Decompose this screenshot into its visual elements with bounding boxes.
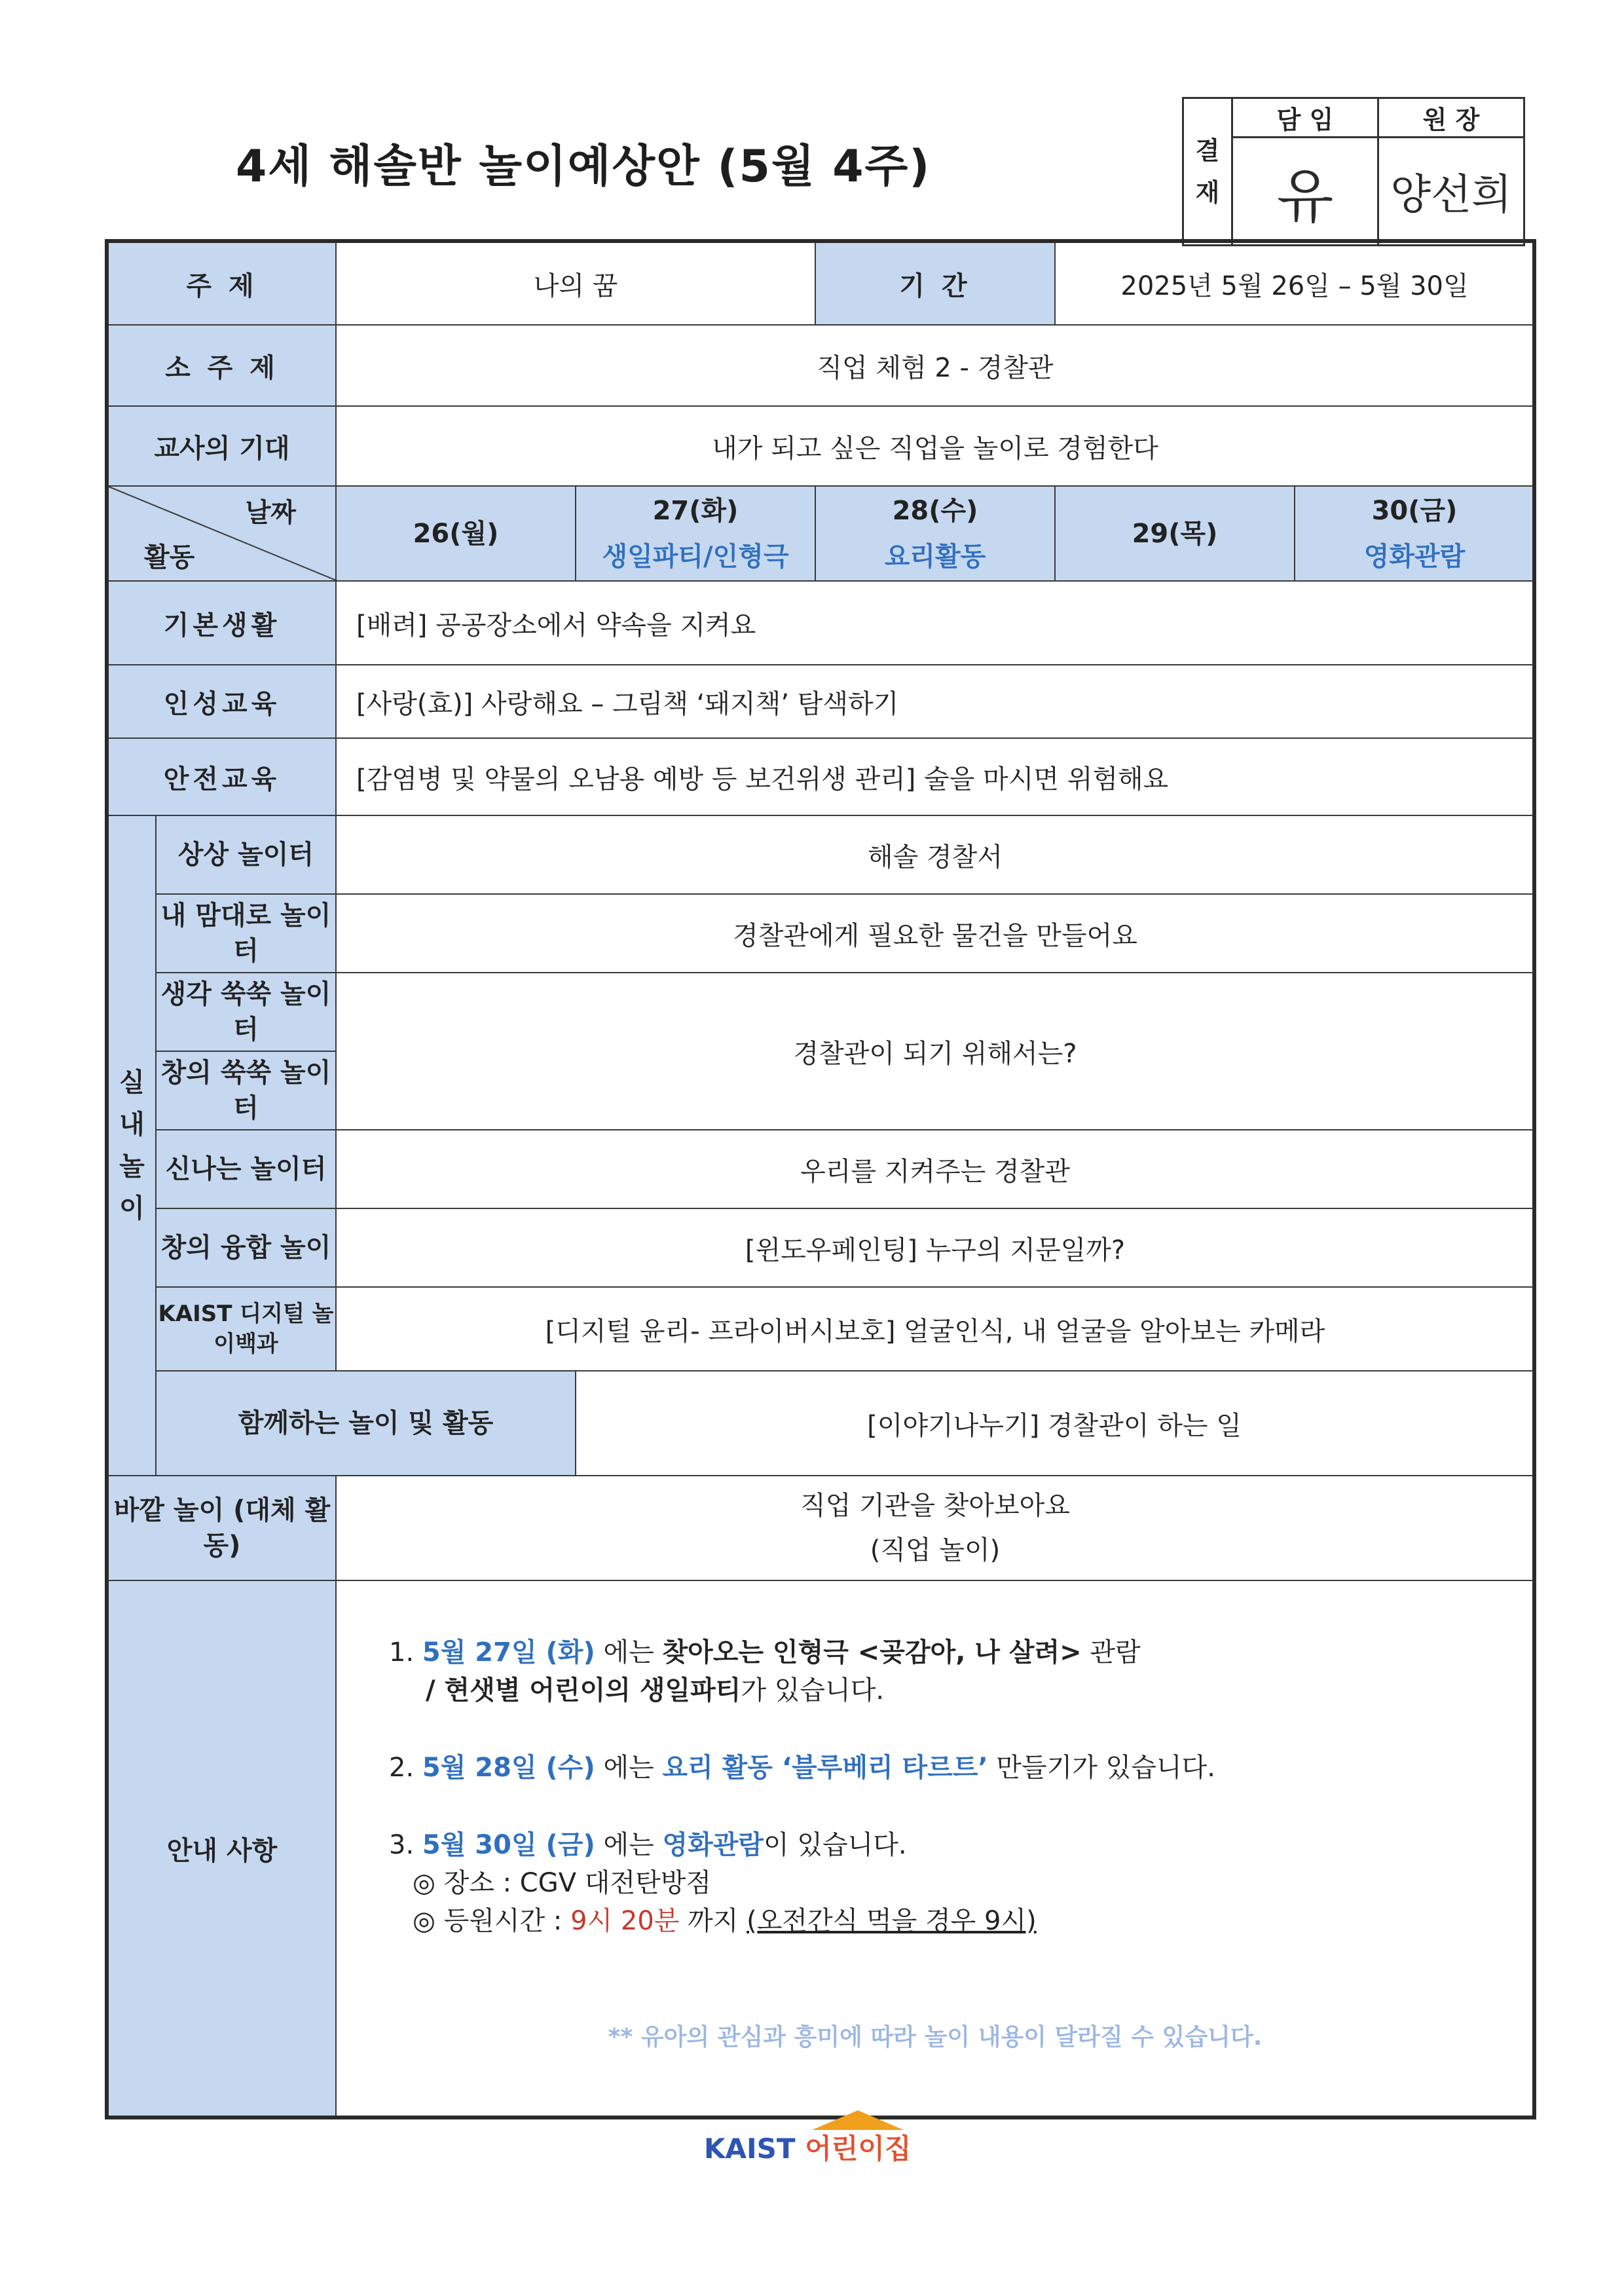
notice-text: 만들기가 있습니다. bbox=[987, 1753, 1215, 1783]
expectation-label: 교사의 기대 bbox=[107, 406, 336, 486]
indoor-label-cell bbox=[107, 815, 156, 1476]
notice-text: 관람 bbox=[1081, 1637, 1141, 1668]
free-play-label: 내 맘대로 놀이터 bbox=[156, 894, 336, 973]
teacher-signature: 유 bbox=[1232, 138, 1378, 246]
notice-item-1-line2 bbox=[389, 1671, 1534, 1709]
notice-time-note: (오전간식 먹을 경우 9시) bbox=[747, 1906, 1037, 1936]
outdoor-value-sub: (직업 놀이) bbox=[870, 1535, 1001, 1565]
subtopic-value: 직업 체험 2 - 경찰관 bbox=[336, 325, 1534, 406]
notice-text: ◎ 등원시간 : bbox=[413, 1906, 571, 1936]
approval-box bbox=[1182, 97, 1525, 246]
logo-text-daycare: 어린이집 bbox=[805, 2133, 912, 2165]
free-play-value: 경찰관에게 필요한 물건을 만들어요 bbox=[336, 894, 1534, 973]
thinking-creative-value: 경찰관이 되기 위해서는? bbox=[336, 973, 1534, 1130]
character-ed-value: [사랑(효)] 사랑해요 – 그림책 ‘돼지책’ 탐색하기 bbox=[336, 665, 1534, 738]
logo-text-kaist: KAIST bbox=[704, 2133, 796, 2165]
imagination-label: 상상 놀이터 bbox=[156, 815, 336, 894]
topic-label: 주 제 bbox=[107, 241, 336, 325]
thinking-label: 생각 쑥쑥 놀이터 bbox=[156, 973, 336, 1051]
notice-text: 에는 bbox=[595, 1637, 663, 1668]
fusion-value: [윈도우페인팅] 누구의 지문일까? bbox=[336, 1208, 1534, 1287]
notice-place: ◎ 장소 : CGV 대전탄방점 bbox=[413, 1868, 712, 1898]
notice-highlight: 영화관람 bbox=[662, 1830, 764, 1860]
expectation-value: 내가 되고 싶은 직업을 놀이로 경험한다 bbox=[336, 406, 1534, 486]
notice-highlight: 요리 활동 ‘블루베리 타르트’ bbox=[662, 1753, 988, 1783]
day-label: 29(목) bbox=[1132, 518, 1218, 549]
notice-text: 에는 bbox=[595, 1753, 663, 1783]
notice-text: 이 있습니다. bbox=[764, 1830, 907, 1860]
fusion-label: 창의 융합 놀이 bbox=[156, 1208, 336, 1287]
day-label: 26(월) bbox=[413, 518, 499, 549]
notice-text: 에는 bbox=[595, 1830, 663, 1860]
notice-label: 안내 사항 bbox=[107, 1580, 336, 2118]
basic-life-label: 기본생활 bbox=[107, 581, 336, 665]
day-event: 요리활동 bbox=[884, 541, 986, 572]
together-label: 함께하는 놀이 및 활동 bbox=[156, 1371, 576, 1476]
activity-label: 활동 bbox=[144, 542, 195, 572]
topic-value: 나의 꿈 bbox=[336, 241, 815, 325]
subtopic-label: 소 주 제 bbox=[107, 325, 336, 406]
notice-time-highlight: 9시 20분 bbox=[570, 1906, 680, 1936]
director-signature: 양선희 bbox=[1378, 138, 1524, 246]
notice-text: 가 있습니다. bbox=[741, 1675, 885, 1706]
date-activity-header bbox=[107, 486, 336, 581]
character-ed-label: 인성교육 bbox=[107, 665, 336, 738]
safety-ed-label: 안전교육 bbox=[107, 738, 336, 815]
outdoor-value: 직업 기관을 찾아보아요 bbox=[800, 1491, 1070, 1521]
notice-highlight: / 현샛별 어린이의 생일파티 bbox=[426, 1675, 741, 1706]
kaist-value: [디지털 윤리- 프라이버시보호] 얼굴인식, 내 얼굴을 알아보는 카메라 bbox=[336, 1287, 1534, 1371]
exciting-value: 우리를 지켜주는 경찰관 bbox=[336, 1130, 1534, 1208]
notice-item-2 bbox=[389, 1749, 1534, 1787]
day-label: 27(화) bbox=[652, 495, 739, 526]
notice-time bbox=[389, 1902, 1534, 1940]
notice-num: 2. bbox=[389, 1753, 415, 1783]
notice-highlight: 찾아오는 인형극 <곶감아, 나 살려> bbox=[662, 1637, 1082, 1668]
outdoor-label: 바깥 놀이 (대체 활동) bbox=[107, 1476, 336, 1580]
exciting-label: 신나는 놀이터 bbox=[156, 1130, 336, 1208]
notice-num: 3. bbox=[389, 1830, 415, 1860]
basic-life-value: [배려] 공공장소에서 약속을 지켜요 bbox=[336, 581, 1534, 665]
notice-footnote: ** 유아의 관심과 흥미에 따라 놀이 내용이 달라질 수 있습니다. bbox=[608, 2024, 1263, 2051]
day-fri bbox=[1295, 486, 1534, 581]
day-thu bbox=[1055, 486, 1295, 581]
safety-ed-value: [감염병 및 약물의 오남용 예방 등 보건위생 관리] 술을 마시면 위험해요 bbox=[336, 738, 1534, 815]
day-event: 영화관람 bbox=[1363, 541, 1466, 572]
day-label: 28(수) bbox=[892, 495, 978, 526]
kaist-label: KAIST 디지털 놀이백과 bbox=[156, 1287, 336, 1371]
indoor-label: 실내놀이 bbox=[119, 1068, 145, 1223]
period-value: 2025년 5월 26일 – 5월 30일 bbox=[1055, 241, 1534, 325]
diagonal-line bbox=[109, 487, 339, 582]
day-event: 생일파티/인형극 bbox=[602, 541, 789, 572]
day-label: 30(금) bbox=[1371, 495, 1458, 526]
kaist-logo bbox=[704, 2127, 912, 2167]
notice-date: 5월 27일 (화) bbox=[422, 1637, 595, 1668]
notice-date: 5월 28일 (수) bbox=[422, 1753, 595, 1783]
notice-num: 1. bbox=[389, 1637, 415, 1668]
imagination-value: 해솔 경찰서 bbox=[336, 815, 1534, 894]
page-title: 4세 해솔반 놀이예상안 (5월 4주) bbox=[236, 141, 931, 193]
day-mon bbox=[336, 486, 576, 581]
notice-item-1 bbox=[389, 1633, 1534, 1671]
notice-text: 까지 bbox=[679, 1906, 747, 1936]
period-label: 기 간 bbox=[815, 241, 1055, 325]
notice-item-3 bbox=[389, 1826, 1534, 1864]
day-wed bbox=[815, 486, 1055, 581]
plan-table bbox=[105, 239, 1536, 2119]
together-value: [이야기나누기] 경찰관이 하는 일 bbox=[576, 1371, 1534, 1476]
notice-date: 5월 30일 (금) bbox=[422, 1830, 595, 1860]
notice-content bbox=[336, 1580, 1534, 2118]
creative-label: 창의 쑥쑥 놀이터 bbox=[156, 1051, 336, 1130]
date-label: 날짜 bbox=[245, 498, 296, 528]
teacher-header: 담 임 bbox=[1232, 98, 1378, 138]
day-tue bbox=[576, 486, 815, 581]
director-header: 원 장 bbox=[1378, 98, 1524, 138]
approval-label: 결재 bbox=[1183, 98, 1232, 246]
outdoor-cell bbox=[336, 1476, 1534, 1580]
